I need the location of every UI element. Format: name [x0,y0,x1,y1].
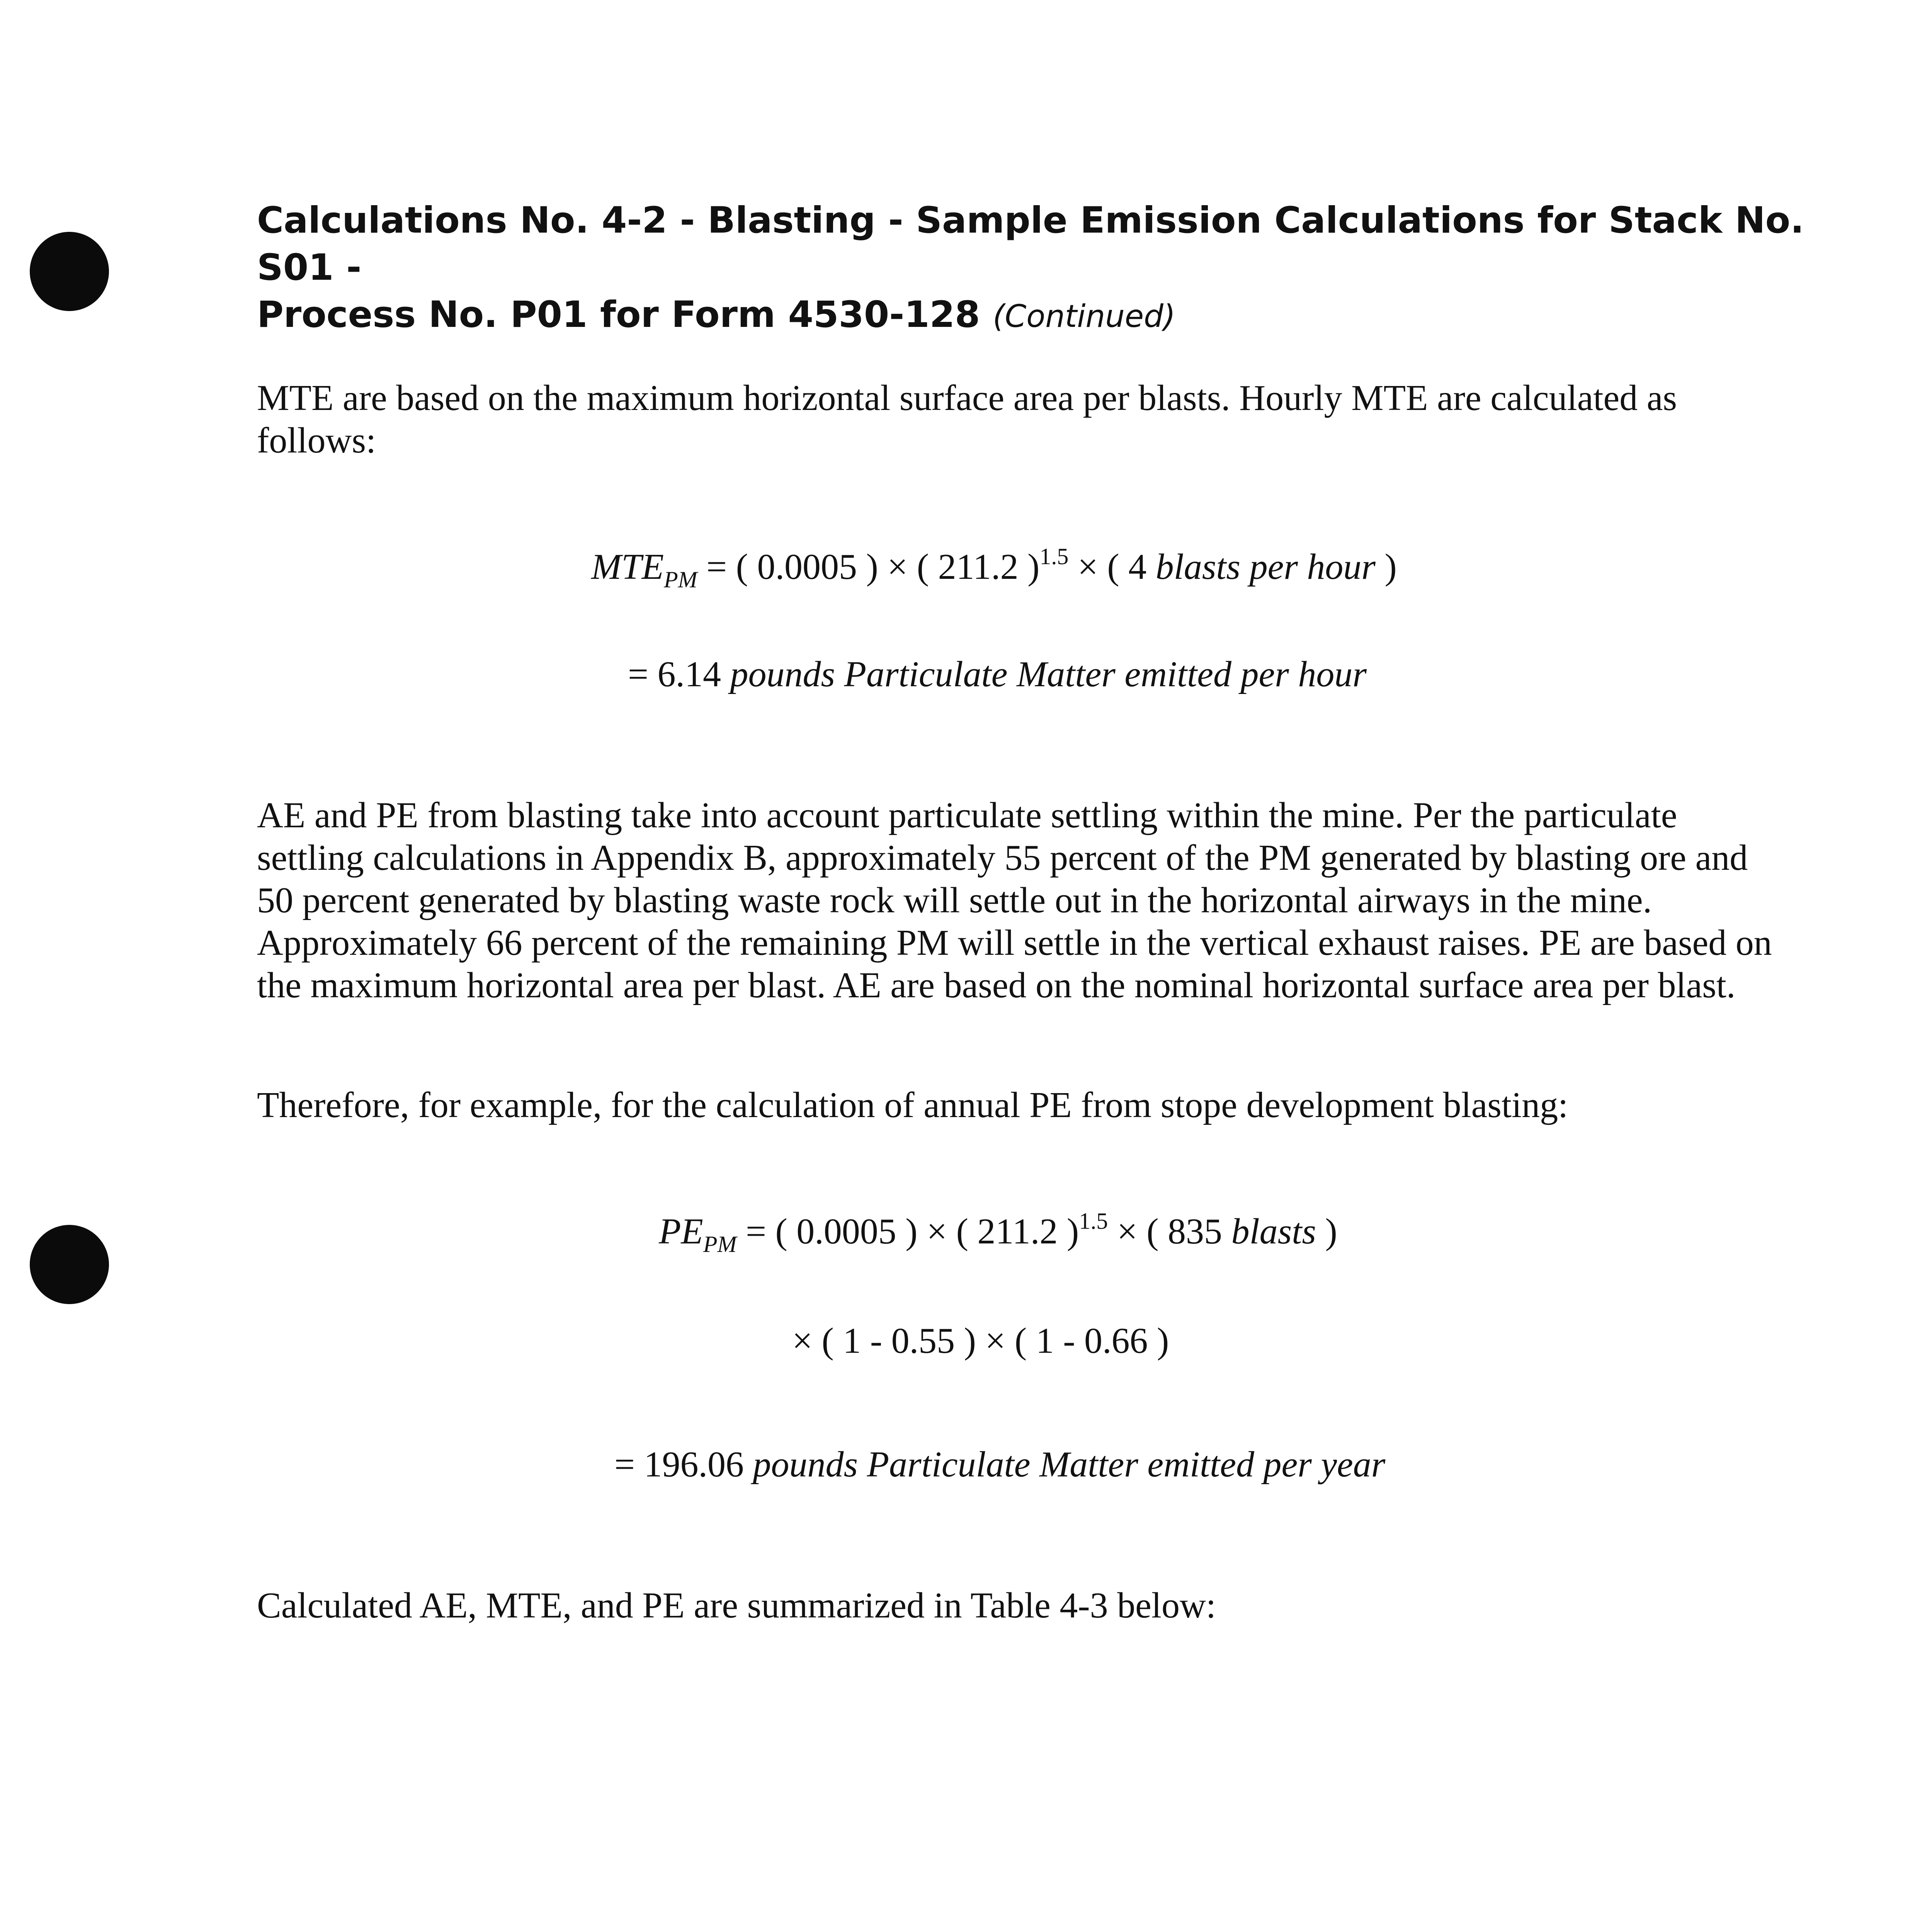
equation-mte [591,535,1397,601]
eq2-close: ) [1316,1211,1337,1252]
eq2-unit: blasts [1231,1211,1316,1252]
paragraph-mte-intro: MTE are based on the maximum horizontal surface area per blasts. Hourly MTE are calculated as follows: [257,378,1677,461]
eq2-result-unit: pounds Particulate Matter emitted per year [753,1444,1386,1485]
eq1-unit: blasts per hour [1155,547,1376,587]
heading-line-1: Calculations No. 4-2 - Blasting - Sample Emission Calculations for Stack No. S01 - [257,199,1804,289]
eq2-result-value: = 196.06 [614,1444,753,1485]
section-heading [257,197,1861,340]
eq1-part2: × ( 4 [1068,547,1156,587]
eq1-lhs-subscript: PM [664,567,697,592]
equation-pe-line-2: × ( 1 - 0.55 ) × ( 1 - 0.66 ) [792,1321,1169,1361]
eq1-part1: = ( 0.0005 ) × ( 211.2 ) [697,547,1040,587]
punch-hole [30,232,109,311]
eq1-result-value: = 6.14 [628,654,730,694]
paragraph-settling: AE and PE from blasting take into account particulate settling within the mine. Per the particulate settling calculations in Appendix B, approximately 55 percent of the PM generated by blasting ore and 50 percent generated by blasting waste rock will settle out in the horizontal airways in the mine. Approximately 66 percent of the remaining PM will settle in the vertical exhaust raises. PE are based on the maximum horizontal area per blast. AE are based on the nominal horizontal surface area per blast. [257,795,1772,1005]
paragraph-summary: Calculated AE, MTE, and PE are summarized in Table 4-3 below: [257,1585,1216,1626]
eq1-exponent: 1.5 [1039,544,1069,569]
eq2-part2: × ( 835 [1108,1211,1231,1252]
punch-hole [30,1225,109,1304]
continued-label: (Continued) [993,298,1176,334]
heading-line-2 [257,291,1861,340]
eq1-result-unit: pounds Particulate Matter emitted per hour [730,654,1367,694]
eq2-lhs: PE [659,1211,703,1252]
equation-mte-result [628,653,1367,696]
eq2-part1: = ( 0.0005 ) × ( 211.2 ) [736,1211,1079,1252]
equation-pe [659,1200,1337,1265]
paragraph-example: Therefore, for example, for the calculation of annual PE from stope development blasting: [257,1085,1568,1125]
eq2-exponent: 1.5 [1079,1208,1108,1234]
heading-line-2-text: Process No. P01 for Form 4530-128 [257,294,980,336]
eq1-lhs: MTE [591,547,664,587]
eq1-close: ) [1376,547,1397,587]
eq2-lhs-subscript: PM [703,1231,737,1257]
equation-pe-result [614,1443,1385,1486]
